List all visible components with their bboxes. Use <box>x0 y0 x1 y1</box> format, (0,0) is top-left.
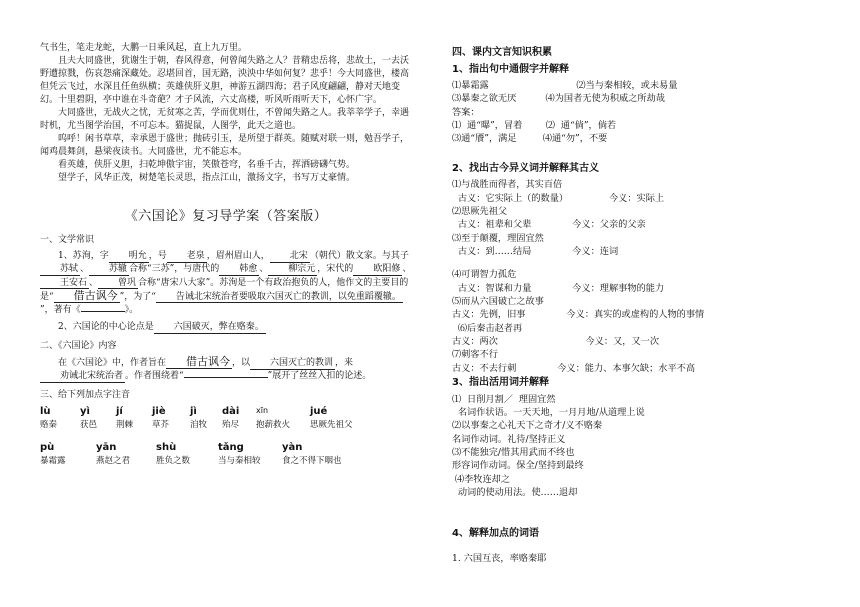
section-1-heading: 一、文学常识 <box>40 235 95 246</box>
pinyin-reading: jiè <box>152 405 166 417</box>
content-text-d: 。作者围绕着“ <box>125 370 184 381</box>
pinyin-item <box>282 441 372 467</box>
pinyin-reading: shù <box>156 442 177 454</box>
pinyin-row-2 <box>40 441 412 467</box>
text-line: ⑵以事秦之心礼天下之奇才/义不赂秦 <box>452 420 603 432</box>
pinyin-word: 抱薪救火 <box>256 419 291 430</box>
text-line: ⑸而从六国破亡之故事 <box>452 295 544 307</box>
text-line: 古义：智谋和力量 今义：理解事物的能力 <box>452 282 665 294</box>
content-answer-warn: 劝诫北宋统治者 <box>40 372 125 383</box>
poem-para-5: 看英雄，侠肝义胆，扫乾坤傲宇宙，笑傲苍穹，名垂千古，挥洒磅礴气势。 <box>58 160 356 171</box>
content-text-e: ”展开了丝丝入扣的论述。 <box>267 370 372 381</box>
text-line: ⑹后秦击赵者再 <box>452 322 523 334</box>
q1-text-n: 》。 <box>124 304 139 315</box>
answer-thesis: 六国破灭，弊在赂秦。 <box>154 323 266 334</box>
left-column <box>40 42 412 468</box>
pinyin-word: 草芥 <box>152 419 170 430</box>
answer-zi: 明允 <box>109 252 149 263</box>
subsection-4-3-body <box>452 393 834 500</box>
text-line: 名词作状语。一天天地，一月月地/从道理上说 <box>452 406 645 418</box>
pinyin-reading: lù <box>40 405 51 417</box>
q1-text-k: 合称“唐宋八大家”。苏洵是一个有政治抱负的人，他作文的主要目的是“ <box>40 277 409 302</box>
pinyin-reading: xīn <box>256 405 269 415</box>
pinyin-item <box>256 405 310 431</box>
pinyin-word: 燕赵之君 <box>96 456 131 467</box>
pinyin-word: 当与秦相较 <box>218 456 261 467</box>
answer-purpose: 告诫北宋统治者要吸取六国灭亡的教训，以免重蹈覆辙。 <box>156 293 403 304</box>
pinyin-item <box>156 441 218 467</box>
text-line: 古义：到……结局 今义：连词 <box>452 245 619 257</box>
q1-text-m: ”，著有《 <box>40 304 81 315</box>
q1-text-f: 合称“三苏”，与唐代的 <box>129 264 220 275</box>
text-line: 古义：它实际上（的数量） 今义：实际上 <box>452 192 665 204</box>
text-line: ⑷李牧连却之 <box>452 473 511 485</box>
text-line: 动词的使动用法。使……退却 <box>452 486 578 498</box>
answer-song3: 曾巩 <box>98 279 138 290</box>
content-paragraph <box>40 356 412 383</box>
text-line: ⑺刺客不行 <box>452 349 498 361</box>
answer-song2: 王安石 <box>40 279 89 290</box>
pinyin-word: 获邑 <box>80 419 98 430</box>
text-line: ⑷可谓智力孤危 <box>452 269 517 281</box>
answer-dynasty: 北宋 <box>270 252 310 263</box>
content-answer-lesson: 六国灭亡的教训 <box>250 359 335 370</box>
q1-text-b: ，号 <box>148 251 167 262</box>
text-line: 答案： <box>452 106 480 118</box>
text-line: ⑶不能独完/惜其用武而不终也 <box>452 446 575 458</box>
pinyin-item <box>116 405 152 431</box>
q1-text-a: 1、苏洵，字 <box>58 251 109 262</box>
poem-line-1: 气书生，笔走龙蛇，大鹏一日乘风起，直上九万里。 <box>40 43 248 53</box>
answer-aim: 借古讽今 <box>54 290 120 303</box>
section-2-heading: 二、《六国论》内容 <box>40 340 117 351</box>
subsection-4-4-item-1: 1. 六国互丧，率赂秦耶 <box>452 552 547 564</box>
q1-text-j: 、 <box>89 277 99 288</box>
q1-text-e: 、 <box>80 264 90 275</box>
q1-text-i: 、 <box>402 264 412 275</box>
answer-tang2: 柳宗元 <box>268 265 317 276</box>
pinyin-word: 食之不得下咽也 <box>282 456 342 467</box>
subsection-4-2-body <box>452 178 834 375</box>
q1-text-h: ，宋代的 <box>317 264 354 275</box>
document-title: 《六国论》复习导学案（答案版） <box>124 208 328 224</box>
pinyin-word: 赂秦 <box>40 419 58 430</box>
q1-text-l: ”，为了“ <box>119 291 156 302</box>
pinyin-reading: yàn <box>282 442 303 454</box>
text-line: ⑶暴秦之欲无厌 ⑷为国者无使为积威之所劫哉 <box>452 93 665 105</box>
content-text-b: ，以 <box>232 357 251 368</box>
q1-text-g: 、 <box>259 264 269 275</box>
pinyin-reading: jí <box>116 405 123 417</box>
answer-book <box>81 311 125 312</box>
pinyin-reading: dài <box>222 405 240 417</box>
pinyin-word: 殆尽 <box>222 419 240 430</box>
text-line: 形容词作动词。保全/坚持到最终 <box>452 460 584 472</box>
text-line: 古义：祖辈和父辈 今义：父亲的父亲 <box>452 219 646 231</box>
answer-song1: 欧阳修 <box>353 265 402 276</box>
text-line: ⑴与战胜而得者，其实百倍 <box>452 179 563 191</box>
question-2 <box>40 321 412 334</box>
subsection-4-3-heading: 3、指出活用词并解释 <box>452 377 549 389</box>
text-line: ⑴暴霜露 ⑵当与秦相较，或未易量 <box>452 80 678 91</box>
q2-text: 2、六国论的中心论点是 <box>58 321 154 332</box>
pinyin-item <box>218 441 282 467</box>
content-text-a: 在《六国论》中，作者旨在 <box>58 357 167 368</box>
content-blank <box>184 377 268 378</box>
pinyin-item <box>80 405 116 431</box>
text-line: 古义：不去行刺 今义：能力、本事欠缺；水平不高 <box>452 362 696 374</box>
pinyin-reading: jué <box>310 405 328 417</box>
text-line: ⑶通“餍”，满足 ⑷通“勿”，不要 <box>452 133 608 145</box>
pinyin-item <box>222 405 256 431</box>
pinyin-item <box>40 441 96 467</box>
pinyin-item <box>190 405 222 431</box>
pinyin-reading: pù <box>40 442 55 454</box>
subsection-4-1-heading: 1、指出句中通假字并解释 <box>452 63 569 75</box>
answer-son1: 苏轼 <box>40 265 80 276</box>
pinyin-row-1 <box>40 405 412 431</box>
text-line <box>452 258 834 268</box>
pinyin-reading: tǎng <box>218 442 244 454</box>
pinyin-item <box>40 405 80 431</box>
section-4-heading: 四、课内文言知识积累 <box>452 47 552 58</box>
text-line: 名词作动词。礼待/坚持正义 <box>452 433 566 445</box>
subsection-4-4-heading: 4、解释加点的词语 <box>452 528 539 540</box>
question-1 <box>40 250 412 316</box>
content-text-c: ，来 <box>335 357 354 368</box>
subsection-4-1-body <box>452 79 834 146</box>
q1-text-c: ，眉州眉山人， <box>206 251 270 262</box>
text-line: ⑴ 通“曝”，冒着 ⑵ 通“倘”，倘若 <box>452 120 617 132</box>
text-line: ⑵思厥先祖父 <box>452 205 508 217</box>
text-line: ⑶至于颠覆，理固宜然 <box>452 232 544 244</box>
pinyin-word: 胜负之数 <box>156 456 191 467</box>
pinyin-item <box>310 405 380 431</box>
section-3-heading: 三、给下列加点字注音 <box>40 389 131 400</box>
pinyin-word: 洎牧 <box>190 419 208 430</box>
subsection-4-2-heading: 2、找出古今异义词并解释其古义 <box>452 162 599 174</box>
pinyin-reading: yì <box>80 405 90 417</box>
poem-para-3: 大同盛世，无战火之忧，无贫寒之苦，学而优则仕，不曾闻失路之人。我莘莘学子，幸遇时机，尤当图学治国，不可忘本。猫捉鼠，人图学，此天之道也。 <box>40 108 410 132</box>
answer-hao: 老泉 <box>167 252 207 263</box>
text-line: 古义：先例，旧事 今义：真实的或虚构的人物的事情 <box>452 309 705 321</box>
q1-text-d: （朝代）散文家。与其子 <box>309 251 409 262</box>
pinyin-reading: yān <box>96 442 117 454</box>
answer-son2: 苏辙 <box>89 265 129 276</box>
text-line: 古义：两次 今义：又，又一次 <box>452 336 660 347</box>
poem-para-2: 且夫大同盛世，犹谢生于朝，春风得意，何曾闻失路之人？昔精忠岳将，悲故土，一去沃野遭掠戮，伤哀怨痛深藏处。忍堪回首，国无路，泱泱中华如何复？悲乎！今大同盛世，楼高但凭云飞过，水深且任鱼纵横；英雄侠肝义胆，神游五湖四海；君子风度翩翩，静对天地变幻。十里碧阴，亭中谁在斗奇葩？才子风流，六丈高楼，听风听雨听天下，心怀广宇。 <box>40 56 410 106</box>
right-column <box>452 40 834 565</box>
pinyin-reading: jì <box>190 405 197 417</box>
pinyin-item <box>152 405 190 431</box>
pinyin-word: 思厥先祖父 <box>310 419 353 430</box>
content-answer-aim: 借古讽今 <box>166 356 232 369</box>
pinyin-word: 暴霜露 <box>40 456 66 467</box>
pinyin-word: 荆棘 <box>116 419 134 430</box>
pinyin-item <box>96 441 156 467</box>
answer-tang1: 韩愈 <box>219 265 259 276</box>
poem-para-6: 望学子，风华正茂，树楚笔长灵思，指点江山，激扬文字，书写万丈豪情。 <box>58 173 356 184</box>
text-line: ⑴ 日削月割／ 理固宜然 <box>452 393 556 405</box>
poem-para-4: 呜呼！闲书草草，幸承恩于盛世；抛砖引玉，是所望于群英。随赋对联一则，勉吾学子，闻鸡晨舞剑，悬梁夜读书。大同盛世，尤不能忘本。 <box>40 134 410 158</box>
